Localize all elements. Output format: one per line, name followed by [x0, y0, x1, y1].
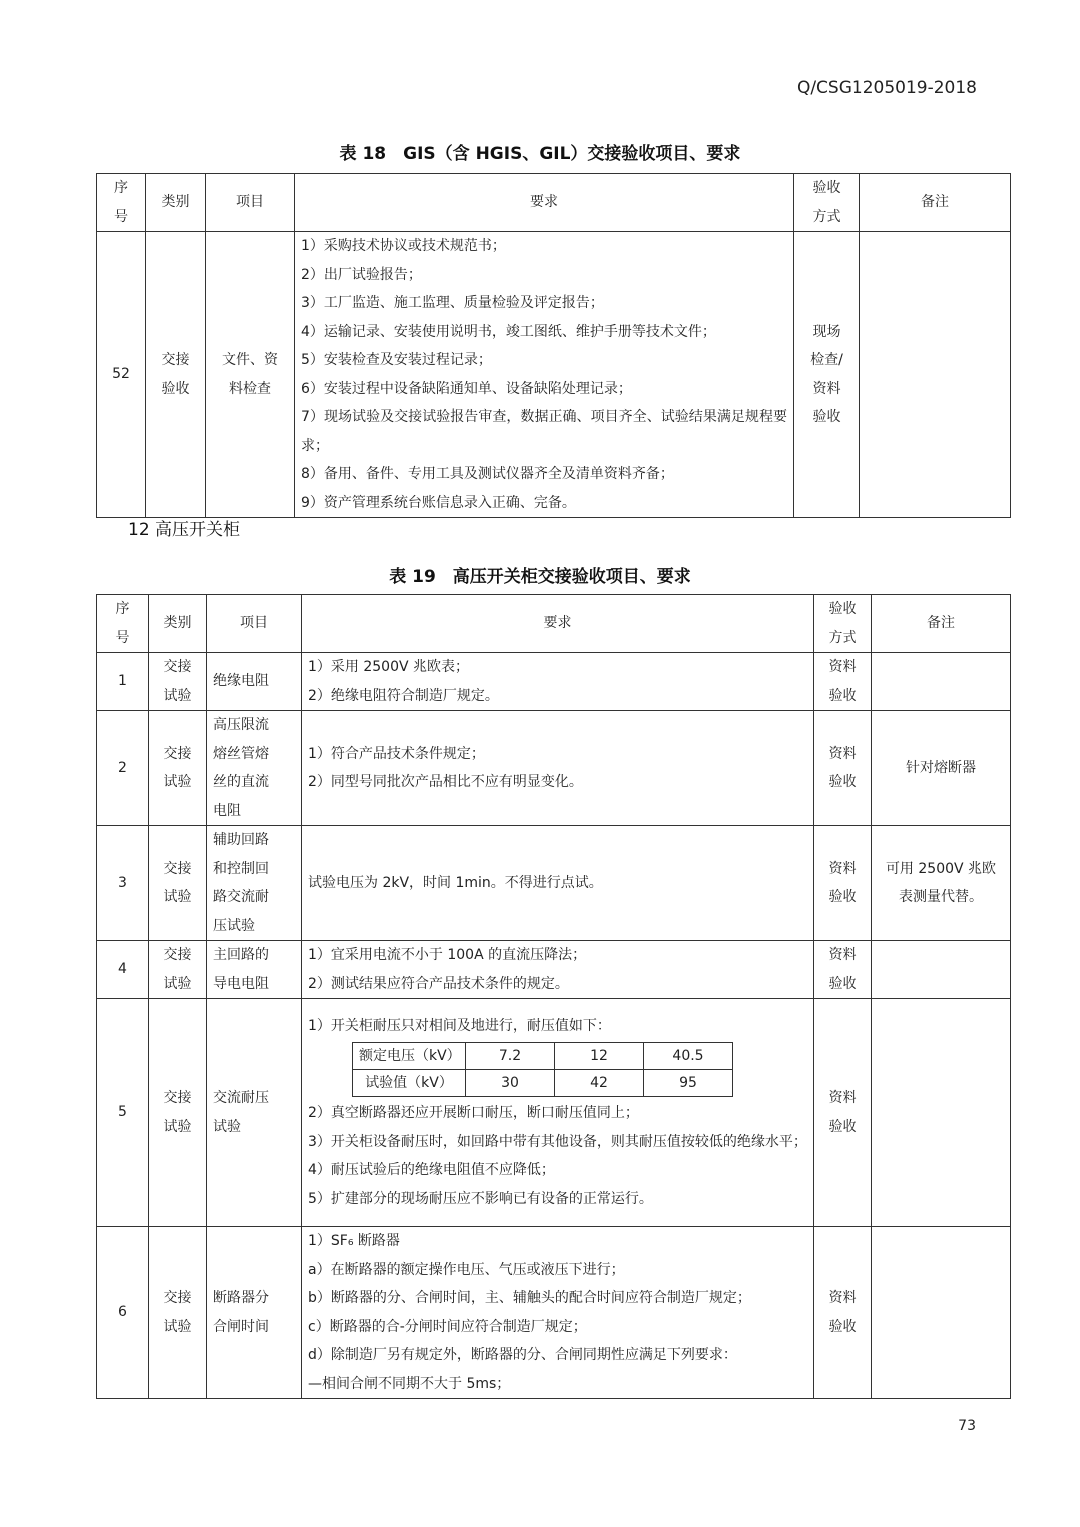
row-category: 交接 试验: [149, 999, 207, 1227]
requirement-line: 4）耐压试验后的绝缘电阻值不应降低；: [308, 1162, 555, 1179]
rated-voltage-value: 12: [555, 1043, 644, 1070]
table-row: [97, 999, 1011, 1227]
row-remark: 针对熔断器: [872, 711, 1011, 826]
requirement-line: a）在断路器的额定操作电压、气压或液压下进行；: [308, 1261, 625, 1278]
table-row: [97, 653, 1011, 711]
rated-voltage-label: 额定电压（kV）: [353, 1043, 466, 1070]
table19-header-row: [97, 595, 1011, 653]
row-seq: 3: [97, 826, 149, 941]
row-method: 现场 检查/ 资料 验收: [794, 232, 860, 518]
requirement-line: 3）工厂监造、施工监理、质量检验及评定报告；: [301, 295, 604, 311]
row-seq: 6: [97, 1227, 149, 1399]
row-method: 资料 验收: [814, 653, 872, 711]
row-requirements: [302, 653, 814, 711]
row-remark: [872, 941, 1011, 999]
row-method: 资料 验收: [814, 1227, 872, 1399]
row-item: 高压限流 熔丝管熔 丝的直流 电阻: [207, 711, 302, 826]
table-row: [97, 711, 1011, 826]
requirement-line: 8）备用、备件、专用工具及测试仪器齐全及清单资料齐备；: [301, 466, 674, 482]
requirement-line: 1）宜采用电流不小于 100A 的直流压降法；: [308, 947, 587, 963]
row-remark: [860, 232, 1011, 518]
row-seq: 1: [97, 653, 149, 711]
header-requirement: 要求: [295, 174, 794, 232]
header-method: 验收 方式: [814, 595, 872, 653]
row-seq: 52: [97, 232, 146, 518]
requirement-line: c）断路器的合-分闸时间应符合制造厂规定；: [308, 1318, 587, 1335]
requirement-line: 5）扩建部分的现场耐压应不影响已有设备的正常运行。: [308, 1190, 653, 1207]
requirement-line: 1）SF₆ 断路器: [308, 1233, 400, 1249]
row-item: 断路器分 合闸时间: [207, 1227, 302, 1399]
row-requirements: [302, 941, 814, 999]
requirement-line: 2）同型号同批次产品相比不应有明显变化。: [308, 774, 583, 790]
requirement-line: 1）符合产品技术条件规定；: [308, 745, 485, 762]
header-seq: 序 号: [97, 174, 146, 232]
row-remark: [872, 1227, 1011, 1399]
table-row: [97, 941, 1011, 999]
requirement-line: 1）采购技术协议或技术规范书；: [301, 238, 506, 254]
requirement-line: 6）安装过程中设备缺陷通知单、设备缺陷处理记录；: [301, 380, 632, 397]
row-method: 资料 验收: [814, 941, 872, 999]
rated-voltage-value: 7.2: [466, 1043, 555, 1070]
row-requirements: [302, 999, 814, 1227]
requirement-line: 试验电压为 2kV，时间 1min。不得进行点试。: [308, 874, 603, 891]
row-category: 交接 试验: [149, 826, 207, 941]
row-item: 文件、资 料检查: [206, 232, 295, 518]
row-category: 交接 试验: [149, 1227, 207, 1399]
row-remark: [872, 999, 1011, 1227]
requirement-line: 1）采用 2500V 兆欧表；: [308, 659, 470, 675]
header-remark: 备注: [860, 174, 1011, 232]
requirement-line: 9）资产管理系统台账信息录入正确、完备。: [301, 494, 576, 511]
row-category: 交接 验收: [146, 232, 206, 518]
row-seq: 2: [97, 711, 149, 826]
table18-header-row: [97, 174, 1011, 232]
requirement-line: 2）测试结果应符合产品技术条件的规定。: [308, 975, 569, 992]
table-row: [97, 826, 1011, 941]
requirement-line: 1）开关柜耐压只对相间及地进行，耐压值如下：: [308, 1017, 611, 1034]
row-category: 交接 试验: [149, 653, 207, 711]
test-voltage-row: [353, 1070, 733, 1097]
requirement-line: d）除制造厂另有规定外，断路器的分、合闸同期性应满足下列要求：: [308, 1347, 737, 1363]
row-item: 绝缘电阻: [207, 653, 302, 711]
row-category: 交接 试验: [149, 941, 207, 999]
header-item: 项目: [207, 595, 302, 653]
section-title: 12 高压开关柜: [128, 520, 241, 540]
row-item: 辅助回路 和控制回 路交流耐 压试验: [207, 826, 302, 941]
row-method: 资料 验收: [814, 999, 872, 1227]
row-requirements: [302, 826, 814, 941]
header-category: 类别: [146, 174, 206, 232]
requirement-line: b）断路器的分、合闸时间，主、辅触头的配合时间应符合制造厂规定；: [308, 1290, 751, 1306]
row-remark: 可用 2500V 兆欧 表测量代替。: [872, 826, 1011, 941]
requirement-line: —相间合闸不同期不大于 5ms；: [308, 1375, 511, 1392]
table18-caption: 表 18 GIS（含 HGIS、GIL）交接验收项目、要求: [339, 144, 741, 164]
header-remark: 备注: [872, 595, 1011, 653]
row-requirements: [302, 711, 814, 826]
requirement-line: 4）运输记录、安装使用说明书，竣工图纸、维护手册等技术文件；: [301, 323, 716, 340]
row-item: 交流耐压 试验: [207, 999, 302, 1227]
header-method: 验收 方式: [794, 174, 860, 232]
table-row: [97, 232, 1011, 518]
requirement-line: 3）开关柜设备耐压时，如回路中带有其他设备，则其耐压值按较低的绝缘水平；: [308, 1133, 807, 1150]
rated-voltage-row: [353, 1043, 733, 1070]
row-category: 交接 试验: [149, 711, 207, 826]
row-requirements: [302, 1227, 814, 1399]
test-voltage-label: 试验值（kV）: [353, 1070, 466, 1097]
requirement-line: 7）现场试验及交接试验报告审查，数据正确、项目齐全、试验结果满足规程要求；: [301, 409, 787, 454]
header-requirement: 要求: [302, 595, 814, 653]
row-seq: 5: [97, 999, 149, 1227]
row-item: 主回路的 导电电阻: [207, 941, 302, 999]
requirement-line: 2）出厂试验报告；: [301, 266, 422, 283]
table-row: [97, 1227, 1011, 1399]
test-voltage-value: 42: [555, 1070, 644, 1097]
table18: [96, 173, 1011, 518]
rated-voltage-value: 40.5: [644, 1043, 733, 1070]
table19: [96, 594, 1011, 1399]
requirement-line: 5）安装检查及安装过程记录；: [301, 352, 492, 368]
header-seq: 序 号: [97, 595, 149, 653]
test-voltage-value: 95: [644, 1070, 733, 1097]
row-requirements: [295, 232, 794, 518]
requirement-line: 2）绝缘电阻符合制造厂规定。: [308, 687, 499, 704]
page-number: 73: [958, 1418, 976, 1434]
row-remark: [872, 653, 1011, 711]
test-voltage-value: 30: [466, 1070, 555, 1097]
row-method: 资料 验收: [814, 826, 872, 941]
header-category: 类别: [149, 595, 207, 653]
table19-caption: 表 19 高压开关柜交接验收项目、要求: [389, 567, 691, 587]
withstand-voltage-table: [352, 1042, 733, 1097]
header-item: 项目: [206, 174, 295, 232]
document-code: Q/CSG1205019-2018: [796, 78, 977, 98]
row-method: 资料 验收: [814, 711, 872, 826]
row-seq: 4: [97, 941, 149, 999]
requirement-line: 2）真空断路器还应开展断口耐压，断口耐压值同上；: [308, 1105, 639, 1122]
